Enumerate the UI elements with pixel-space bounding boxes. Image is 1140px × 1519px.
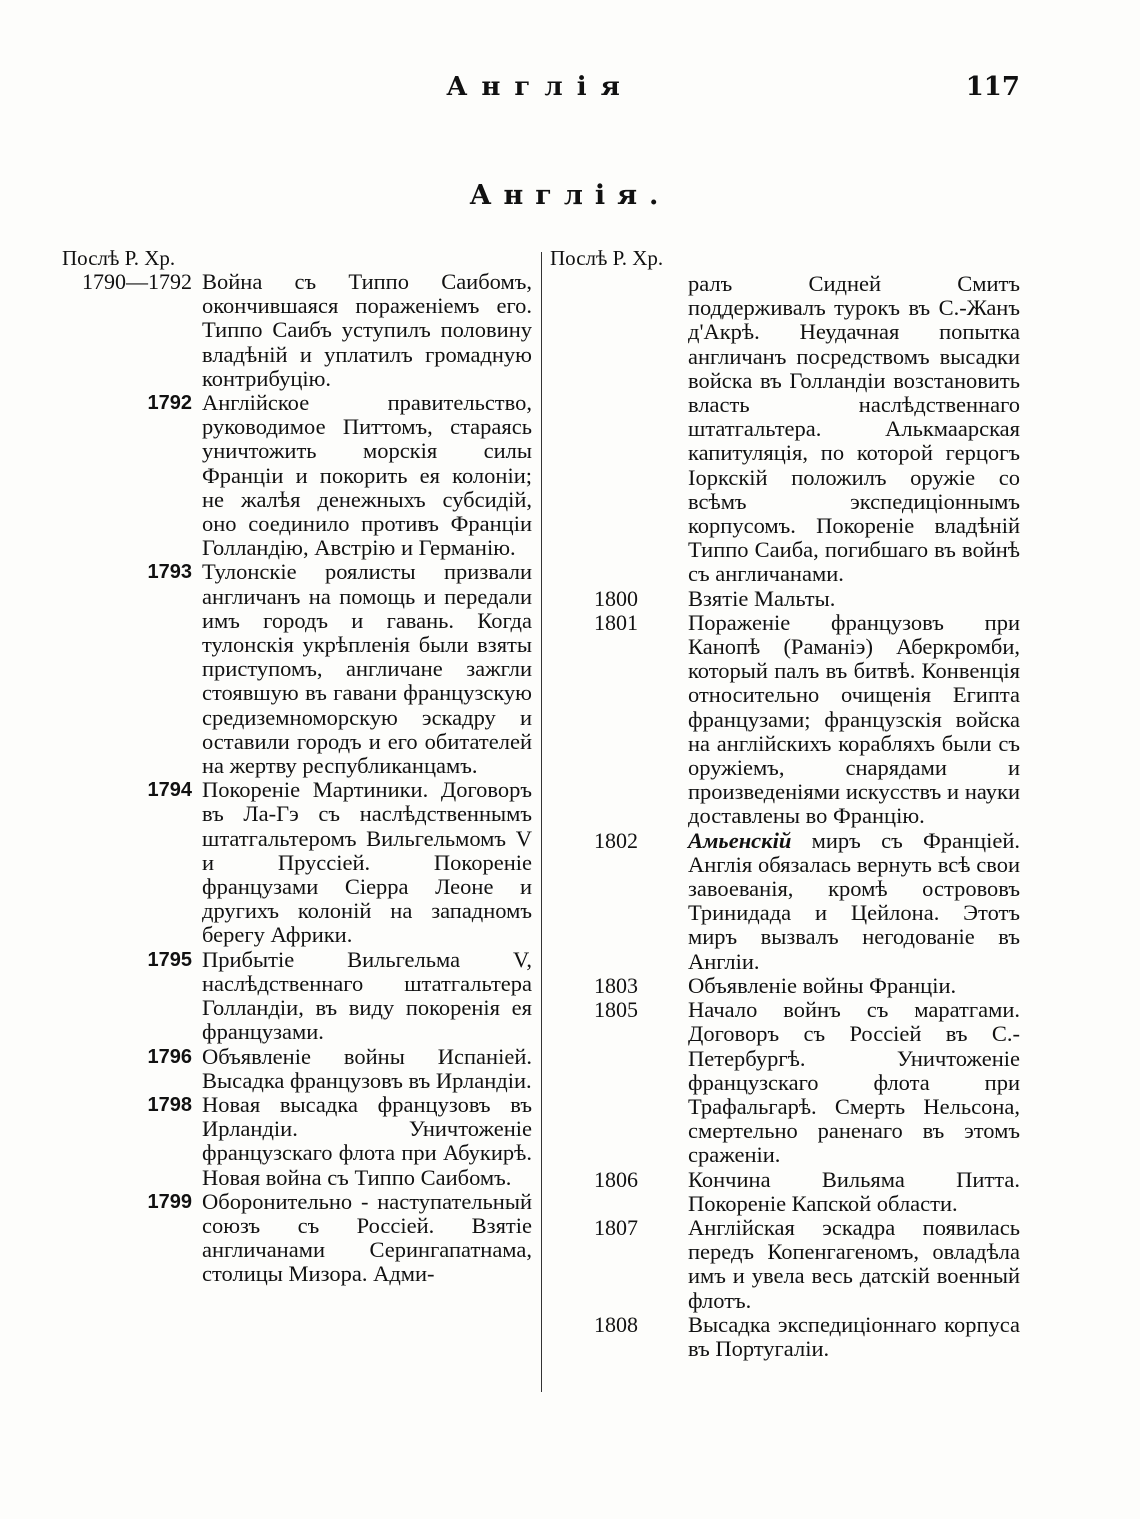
entry-year: 1792: [147, 392, 192, 415]
entry-year: 1790—1792: [82, 269, 192, 294]
entry-text: Пораженіе французовъ при Канопѣ (Раманіэ) Аберкромби, который палъ въ битвѣ. Конвенція относительно очищенія Египта французами; французскія войска на англійскихъ корабляхъ были съ оружіемъ, снарядами и произведеніями искусствъ и науки доставлены во Францію.: [688, 609, 1020, 829]
entry-text: Англійское правительство, руководимое Питтомъ, стараясь уничтожить морскія силы Франціи и покорить ея колоніи; не жалѣя денежныхъ субсидій, оно соединило противъ Франціи Голландію, Австрію и Германію.: [202, 390, 532, 561]
chronology-entry: [550, 611, 1020, 829]
entry-text: Кончина Вильяма Питта. Покореніе Капской области.: [688, 1166, 1020, 1216]
era-label: Послѣ Р. Хр.: [62, 246, 176, 270]
entry-year: 1796: [147, 1045, 192, 1068]
entry-text: Оборонительно - наступательный союзъ съ Россіей. Взятіе англичанами Серингапатнама, столицы Мизора. Адми-: [202, 1188, 532, 1287]
chronology-entry: [550, 1216, 1020, 1313]
chronology-entry: [550, 829, 1020, 974]
entry-text: Покореніе Мартиники. Договоръ въ Ла-Гэ съ наслѣдственнымъ штатгальтеромъ Вильгельмомъ V и Пруссіей. Покореніе французами Сіерра Леоне и другихъ колоній на западномъ берегу Африки.: [202, 777, 532, 948]
running-head: [0, 72, 1140, 108]
entry-year: 1793: [147, 561, 192, 584]
chronology-entry: [62, 778, 532, 947]
chronology-entry: [62, 560, 532, 778]
entry-year: 1800: [594, 585, 638, 611]
chronology-entry: [62, 1093, 532, 1190]
entry-text: Англійская эскадра появилась передъ Копенгагеномъ, овладѣла имъ и увела весь датскій военный флотъ.: [688, 1214, 1020, 1313]
entry-year: 1807: [594, 1214, 638, 1240]
entry-year: 1799: [147, 1190, 192, 1213]
entry-text: Взятіе Мальты.: [688, 585, 836, 611]
chronology-entry: [62, 1045, 532, 1093]
entry-year: 1801: [594, 609, 638, 635]
entry-year: 1795: [147, 948, 192, 971]
chronology-entry: [62, 1190, 532, 1287]
chronology-entry: [550, 998, 1020, 1167]
chronology-entry: [62, 270, 532, 391]
entry-text-rest: миръ съ Франціей. Англія обязалась вернуть всѣ свои завоеванія, кромѣ острововъ Тринидада и Цейлона. Этотъ миръ вызвалъ негодованіе въ Англіи.: [688, 827, 1020, 974]
entry-text: Прибытіе Вильгельма V, наслѣдственнаго штатгальтера Голландіи, въ виду покоренія ея французами.: [202, 946, 532, 1045]
right-column: [550, 244, 1020, 1361]
entry-year: 1803: [594, 972, 638, 998]
era-label: Послѣ Р. Хр.: [550, 246, 664, 270]
chronology-entry: [62, 948, 532, 1045]
page-number: 117: [965, 72, 1020, 102]
entry-text: Тулонскіе роялисты призвали англичанъ на помощь и передали имъ городъ и гавань. Когда тулонскія укрѣпленія были взяты приступомъ, англичане зажгли стоявшую въ гавани французскую средиземноморскую эскадру и оставили городъ и его обитателей на жертву республиканцамъ.: [202, 559, 532, 779]
running-title: Англія: [446, 72, 634, 102]
section-title: Англія.: [469, 180, 671, 211]
entry-text: Новая высадка французовъ въ Ирландіи. Уничтоженіе французскаго флота при Абукирѣ. Новая война съ Типпо Саибомъ.: [202, 1091, 532, 1190]
chronology-entry: [550, 1313, 1020, 1361]
continued-entry-text: ралъ Сидней Смитъ поддерживалъ турокъ въ С.-Жанъ д'Акрѣ. Неудачная попытка англичанъ посредствомъ высадки войска въ Голландіи возстановить власть наслѣдственнаго штатгальтера. Алькмаарская капитуляція, по которой герцогъ Іоркскій положилъ оружіе со всѣмъ экспедиціоннымъ корпусомъ. Покореніе владѣній Типпо Саиба, погибшаго въ войнѣ съ англичанами.: [688, 271, 1020, 587]
chronology-entry: [550, 974, 1020, 998]
entry-year: 1808: [594, 1311, 638, 1337]
chronology-entry: [550, 587, 1020, 611]
entry-year: 1802: [594, 827, 638, 853]
entry-text: Объявленіе войны Франціи.: [688, 972, 957, 998]
entry-text: Начало войнъ съ маратгами. Договоръ съ Россіей въ С.-Петербургѣ. Уничтоженіе французскаго флота при Трафальгарѣ. Смерть Нельсона, смертельно раненаго въ этомъ сраженіи.: [688, 997, 1020, 1168]
entry-text: [688, 829, 1020, 974]
entry-year: 1806: [594, 1166, 638, 1192]
chronology-entry: [550, 1168, 1020, 1216]
entry-year: 1794: [147, 779, 192, 802]
left-column: [62, 244, 532, 1287]
entry-text: Война съ Типпо Саибомъ, окончившаяся пораженіемъ его. Типпо Саибъ уступилъ половину владѣній и уплатилъ громадную контрибуцію.: [202, 269, 532, 391]
entry-text: Высадка экспедиціоннаго корпуса въ Португаліи.: [688, 1311, 1020, 1361]
emphasized-word: Амьенскій: [688, 827, 792, 853]
entry-year: 1805: [594, 997, 638, 1023]
column-divider: [541, 252, 542, 1392]
chronology-entry: [62, 391, 532, 560]
entry-year: 1798: [147, 1093, 192, 1116]
entry-text: Объявленіе войны Испаніей. Высадка французовъ въ Ирландіи.: [202, 1043, 532, 1093]
